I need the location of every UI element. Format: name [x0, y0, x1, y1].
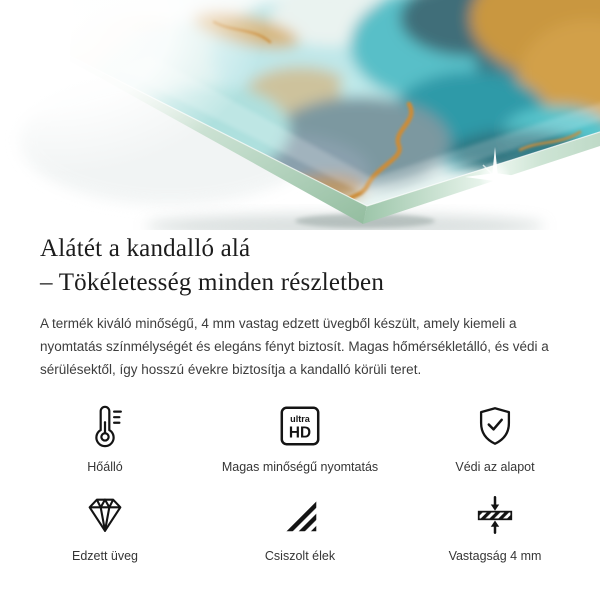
polished-edges-icon [277, 492, 323, 538]
feature-label: Csiszolt élek [264, 549, 336, 563]
feature-protects-base [430, 403, 560, 474]
feature-print-quality [170, 403, 430, 474]
ultra-hd-text-top: ultra [290, 414, 310, 425]
thickness-icon [472, 492, 518, 538]
feature-label: Védi az alapot [455, 460, 535, 474]
product-photo [0, 0, 600, 230]
feature-label: Vastagság 4 mm [448, 549, 542, 563]
product-info-section [0, 230, 600, 563]
feature-thickness [430, 492, 560, 563]
feature-label: Hőálló [87, 460, 123, 474]
ultra-hd-text-bottom: HD [288, 424, 312, 442]
feature-polished-edges [170, 492, 430, 563]
ultra-hd-icon [277, 403, 323, 449]
product-description: A termék kiváló minőségű, 4 mm vastag edzett üvegből készült, amely kiemeli a nyomtatás színmélységét és elegáns fényt biztosít. Magas hőmérsékletálló, és védi a sérülésektől, így hosszú évekre biztosítja a kandalló körüli teret. [40, 316, 549, 377]
thermometer-icon [82, 403, 128, 449]
features-grid [40, 403, 560, 563]
feature-label: Magas minőségű nyomtatás [221, 460, 379, 474]
page-title [40, 232, 560, 300]
glass-panel-image [0, 0, 600, 230]
feature-heat-resistant [40, 403, 170, 474]
title-line-2: – Tökéletesség minden részletben [40, 269, 385, 296]
feature-label: Edzett üveg [71, 549, 138, 563]
title-line-1: Alátét a kandalló alá [40, 235, 251, 262]
feature-tempered-glass [40, 492, 170, 563]
diamond-icon [82, 492, 128, 538]
shield-check-icon [472, 403, 518, 449]
